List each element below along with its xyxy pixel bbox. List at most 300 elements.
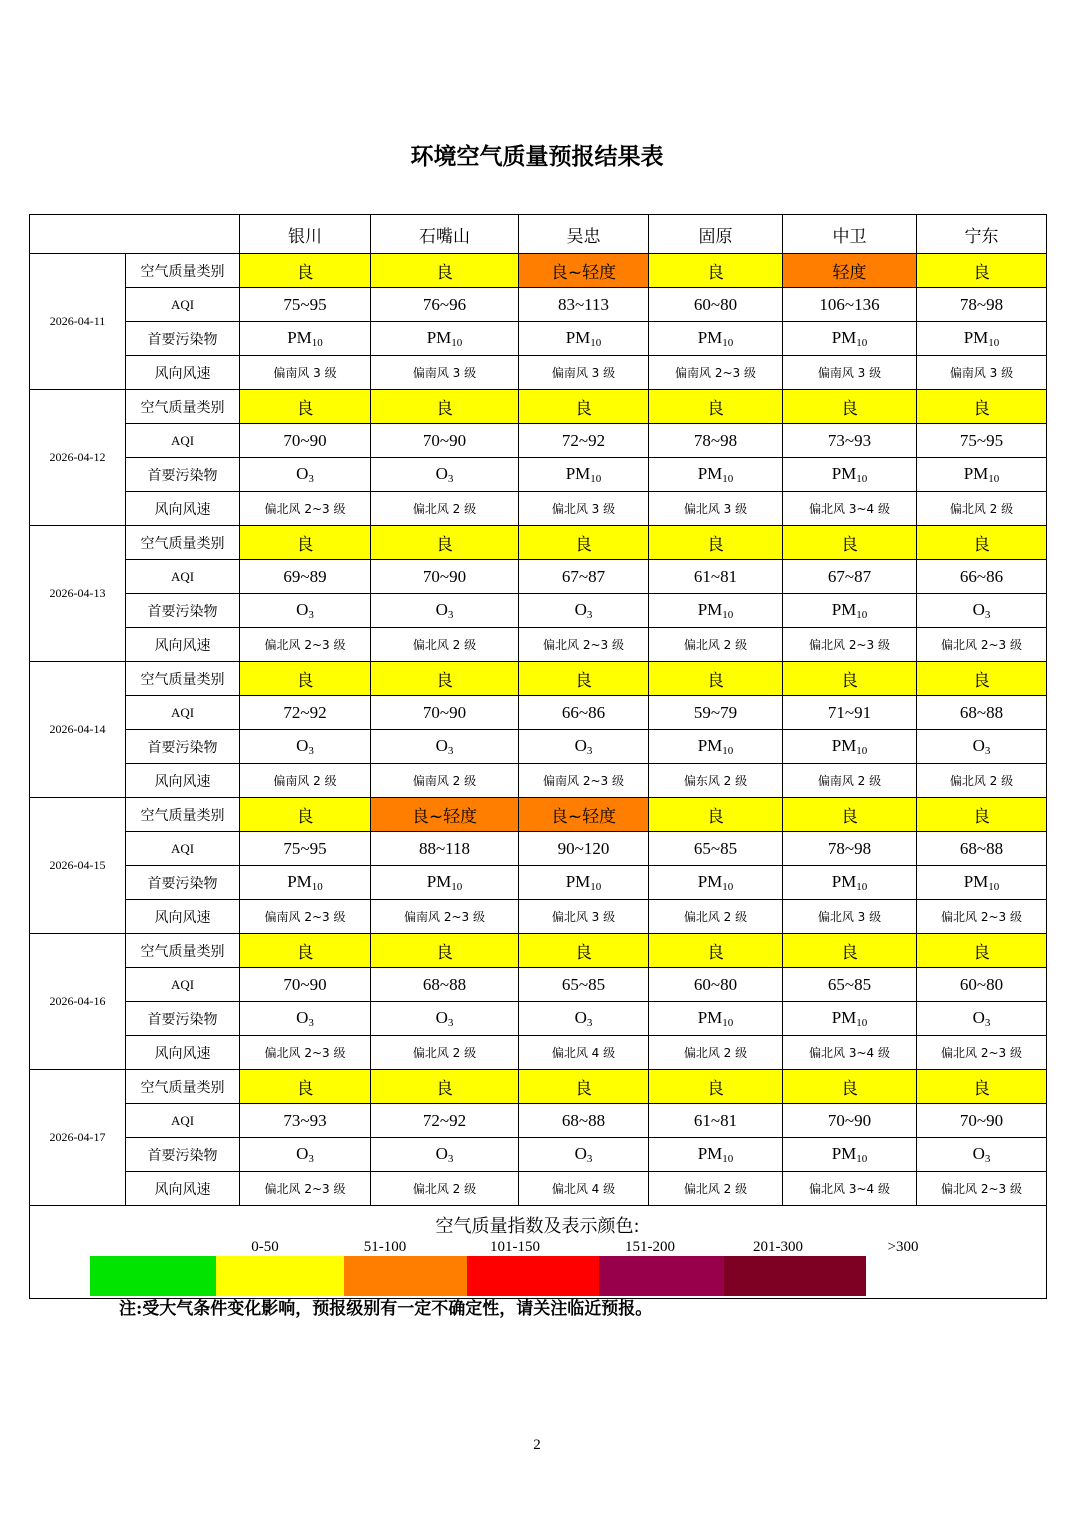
- aqi-cell: 70~90: [240, 424, 371, 458]
- aqi-row: [30, 1104, 1047, 1138]
- pollutant-symbol: PM: [831, 464, 857, 483]
- pollutant-subscript: 3: [586, 1017, 593, 1029]
- category-cell: 良: [917, 390, 1047, 424]
- pollutant-symbol: O: [296, 1008, 309, 1027]
- category-cell: 良: [519, 1070, 649, 1104]
- wind-row: [30, 764, 1047, 798]
- pollutant-symbol: PM: [831, 328, 857, 347]
- wind-cell: 偏北风 3~4 级: [783, 1036, 917, 1070]
- aqi-cell: 75~95: [240, 832, 371, 866]
- pollutant-subscript: 3: [447, 1153, 454, 1165]
- legend-row: [30, 1206, 1047, 1299]
- aqi-cell: 66~86: [917, 560, 1047, 594]
- wind-cell: 偏北风 4 级: [519, 1036, 649, 1070]
- city-header: 吴忠: [519, 215, 649, 254]
- aqi-cell: 66~86: [519, 696, 649, 730]
- legend-range-label: >300: [887, 1239, 919, 1255]
- wind-cell: 偏北风 3 级: [649, 492, 783, 526]
- pollutant-cell: [240, 458, 371, 492]
- wind-row: [30, 356, 1047, 390]
- date-cell: 2026-04-17: [30, 1070, 126, 1206]
- aqi-row: [30, 696, 1047, 730]
- wind-cell: 偏南风 3 级: [519, 356, 649, 390]
- date-cell: 2026-04-13: [30, 526, 126, 662]
- category-cell: 良: [649, 798, 783, 832]
- pollutant-subscript: 3: [984, 1153, 991, 1165]
- pollutant-cell: [371, 866, 519, 900]
- aqi-cell: 73~93: [783, 424, 917, 458]
- aqi-row: [30, 288, 1047, 322]
- legend-title: 空气质量指数及表示颜色:: [435, 1216, 640, 1237]
- pollutant-row: [30, 594, 1047, 628]
- row-label-pollutant: 首要污染物: [126, 594, 240, 628]
- aqi-cell: 61~81: [649, 560, 783, 594]
- aqi-cell: 60~80: [917, 968, 1047, 1002]
- category-cell: 良: [240, 390, 371, 424]
- pollutant-cell: [917, 866, 1047, 900]
- wind-cell: 偏北风 2 级: [371, 1036, 519, 1070]
- pollutant-subscript: 3: [308, 473, 314, 485]
- pollutant-cell: [240, 730, 371, 764]
- row-label-category: 空气质量类别: [126, 662, 240, 696]
- legend-range-label: 51-100: [363, 1239, 407, 1255]
- pollutant-cell: [240, 594, 371, 628]
- category-cell: 良: [240, 662, 371, 696]
- pollutant-symbol: PM: [697, 1008, 723, 1027]
- wind-cell: 偏北风 2 级: [371, 628, 519, 662]
- wind-cell: 偏北风 4 级: [519, 1172, 649, 1206]
- wind-cell: 偏北风 2~3 级: [240, 1036, 371, 1070]
- category-cell: 良: [371, 1070, 519, 1104]
- pollutant-row: [30, 866, 1047, 900]
- pollutant-cell: [371, 1138, 519, 1172]
- pollutant-cell: [371, 322, 519, 356]
- category-cell: 良: [783, 1070, 917, 1104]
- wind-cell: 偏北风 2~3 级: [240, 628, 371, 662]
- pollutant-cell: [783, 1138, 917, 1172]
- pollutant-subscript: 10: [722, 745, 734, 757]
- pollutant-symbol: O: [435, 464, 448, 483]
- category-cell: 良: [917, 254, 1047, 288]
- pollutant-cell: [519, 1138, 649, 1172]
- pollutant-cell: [649, 730, 783, 764]
- pollutant-symbol: O: [296, 600, 309, 619]
- pollutant-cell: [917, 1002, 1047, 1036]
- pollutant-subscript: 3: [586, 609, 593, 621]
- row-label-pollutant: 首要污染物: [126, 1138, 240, 1172]
- wind-row: [30, 628, 1047, 662]
- category-cell: 良: [519, 390, 649, 424]
- pollutant-symbol: O: [435, 1144, 448, 1163]
- wind-row: [30, 1172, 1047, 1206]
- category-cell: 良: [649, 254, 783, 288]
- city-header: 银川: [240, 215, 371, 254]
- pollutant-subscript: 10: [856, 881, 868, 893]
- legend-swatch-orange: [344, 1256, 467, 1296]
- pollutant-row: [30, 1138, 1047, 1172]
- pollutant-symbol: PM: [963, 464, 989, 483]
- row-label-category: 空气质量类别: [126, 934, 240, 968]
- aqi-cell: 69~89: [240, 560, 371, 594]
- pollutant-cell: [917, 594, 1047, 628]
- pollutant-subscript: 10: [722, 337, 734, 349]
- pollutant-symbol: PM: [426, 872, 452, 891]
- wind-cell: 偏北风 2 级: [649, 1036, 783, 1070]
- legend-range-label: 101-150: [490, 1239, 540, 1255]
- wind-row: [30, 900, 1047, 934]
- row-label-wind: 风向风速: [126, 900, 240, 934]
- pollutant-symbol: O: [435, 1008, 448, 1027]
- pollutant-cell: [917, 730, 1047, 764]
- pollutant-symbol: PM: [831, 872, 857, 891]
- wind-cell: 偏北风 2~3 级: [519, 628, 649, 662]
- pollutant-cell: [519, 458, 649, 492]
- pollutant-symbol: PM: [831, 1144, 857, 1163]
- pollutant-subscript: 10: [722, 1153, 734, 1165]
- pollutant-cell: [519, 866, 649, 900]
- pollutant-subscript: 3: [447, 473, 454, 485]
- wind-cell: 偏北风 2 级: [371, 1172, 519, 1206]
- category-row: [30, 526, 1047, 560]
- pollutant-cell: [649, 1002, 783, 1036]
- aqi-row: [30, 424, 1047, 458]
- legend-swatch-red: [467, 1256, 599, 1296]
- wind-cell: 偏北风 3~4 级: [783, 1172, 917, 1206]
- aqi-cell: 68~88: [519, 1104, 649, 1138]
- pollutant-symbol: PM: [426, 328, 452, 347]
- aqi-cell: 78~98: [649, 424, 783, 458]
- category-cell: 良: [519, 662, 649, 696]
- row-label-aqi: AQI: [126, 968, 240, 1002]
- aqi-cell: 106~136: [783, 288, 917, 322]
- aqi-cell: 70~90: [240, 968, 371, 1002]
- pollutant-subscript: 10: [988, 881, 1000, 893]
- pollutant-cell: [371, 594, 519, 628]
- row-label-aqi: AQI: [126, 288, 240, 322]
- aqi-cell: 90~120: [519, 832, 649, 866]
- aqi-cell: 73~93: [240, 1104, 371, 1138]
- pollutant-symbol: PM: [697, 600, 723, 619]
- header-row: [30, 215, 1047, 254]
- pollutant-symbol: O: [574, 736, 587, 755]
- date-cell: 2026-04-11: [30, 254, 126, 390]
- pollutant-symbol: O: [972, 1008, 985, 1027]
- forecast-body: [30, 254, 1047, 1206]
- pollutant-symbol: PM: [287, 328, 312, 347]
- pollutant-symbol: PM: [963, 328, 989, 347]
- category-cell: 良: [649, 390, 783, 424]
- category-cell: 良: [783, 662, 917, 696]
- row-label-pollutant: 首要污染物: [126, 322, 240, 356]
- date-cell: 2026-04-14: [30, 662, 126, 798]
- wind-cell: 偏南风 2~3 级: [519, 764, 649, 798]
- aqi-cell: 65~85: [519, 968, 649, 1002]
- pollutant-symbol: PM: [697, 736, 723, 755]
- pollutant-subscript: 3: [447, 745, 454, 757]
- page-number: 2: [533, 1437, 541, 1453]
- legend-range-label: 151-200: [625, 1239, 675, 1255]
- category-row: [30, 934, 1047, 968]
- wind-cell: 偏北风 2~3 级: [917, 628, 1047, 662]
- row-label-aqi: AQI: [126, 696, 240, 730]
- pollutant-subscript: 10: [856, 1153, 868, 1165]
- pollutant-subscript: 10: [856, 745, 868, 757]
- pollutant-row: [30, 730, 1047, 764]
- aqi-cell: 61~81: [649, 1104, 783, 1138]
- row-label-wind: 风向风速: [126, 492, 240, 526]
- pollutant-subscript: 3: [308, 1017, 314, 1029]
- category-cell: 良: [240, 526, 371, 560]
- wind-cell: 偏南风 3 级: [240, 356, 371, 390]
- wind-row: [30, 492, 1047, 526]
- pollutant-symbol: PM: [831, 600, 857, 619]
- pollutant-row: [30, 458, 1047, 492]
- category-cell: 良: [783, 934, 917, 968]
- row-label-wind: 风向风速: [126, 764, 240, 798]
- pollutant-symbol: O: [296, 1144, 309, 1163]
- pollutant-subscript: 10: [856, 1017, 868, 1029]
- legend-swatch-maroon: [724, 1256, 866, 1296]
- pollutant-cell: [240, 866, 371, 900]
- aqi-cell: 78~98: [917, 288, 1047, 322]
- category-cell: 良: [371, 254, 519, 288]
- forecast-note: 注:受大气条件变化影响，预报级别有一定不确定性，请关注临近预报。: [119, 1299, 653, 1319]
- pollutant-symbol: O: [972, 1144, 985, 1163]
- row-label-pollutant: 首要污染物: [126, 458, 240, 492]
- category-cell: 良: [917, 526, 1047, 560]
- pollutant-subscript: 10: [590, 881, 602, 893]
- pollutant-subscript: 10: [856, 609, 868, 621]
- pollutant-symbol: PM: [287, 872, 312, 891]
- pollutant-subscript: 10: [856, 473, 868, 485]
- page-title: 环境空气质量预报结果表: [410, 144, 664, 170]
- row-label-aqi: AQI: [126, 560, 240, 594]
- pollutant-cell: [519, 322, 649, 356]
- pollutant-subscript: 10: [722, 609, 734, 621]
- category-cell: 良: [371, 526, 519, 560]
- date-cell: 2026-04-15: [30, 798, 126, 934]
- pollutant-symbol: PM: [697, 464, 723, 483]
- aqi-cell: 75~95: [917, 424, 1047, 458]
- aqi-cell: 67~87: [519, 560, 649, 594]
- pollutant-symbol: PM: [697, 1144, 723, 1163]
- pollutant-subscript: 3: [984, 609, 991, 621]
- pollutant-subscript: 3: [984, 1017, 991, 1029]
- pollutant-cell: [240, 322, 371, 356]
- pollutant-symbol: PM: [831, 736, 857, 755]
- category-cell: 良: [519, 934, 649, 968]
- pollutant-cell: [371, 458, 519, 492]
- city-header: 宁东: [917, 215, 1047, 254]
- legend-range-label: 0-50: [251, 1239, 279, 1255]
- pollutant-subscript: 10: [451, 881, 463, 893]
- category-cell: 良: [519, 526, 649, 560]
- wind-cell: 偏南风 3 级: [783, 356, 917, 390]
- category-cell: 良: [783, 390, 917, 424]
- aqi-cell: 70~90: [371, 696, 519, 730]
- pollutant-symbol: O: [435, 736, 448, 755]
- row-label-wind: 风向风速: [126, 628, 240, 662]
- pollutant-subscript: 3: [308, 1153, 314, 1165]
- category-cell: 良: [240, 934, 371, 968]
- aqi-cell: 68~88: [917, 832, 1047, 866]
- aqi-cell: 60~80: [649, 968, 783, 1002]
- pollutant-symbol: O: [574, 1008, 587, 1027]
- wind-cell: 偏北风 2~3 级: [240, 1172, 371, 1206]
- wind-cell: 偏北风 2 级: [649, 1172, 783, 1206]
- wind-cell: 偏北风 3~4 级: [783, 492, 917, 526]
- pollutant-symbol: O: [574, 600, 587, 619]
- legend-swatch-purple: [599, 1256, 724, 1296]
- date-cell: 2026-04-16: [30, 934, 126, 1070]
- aqi-cell: 78~98: [783, 832, 917, 866]
- wind-cell: 偏南风 2~3 级: [649, 356, 783, 390]
- pollutant-symbol: PM: [831, 1008, 857, 1027]
- wind-cell: 偏北风 3 级: [519, 492, 649, 526]
- pollutant-cell: [649, 322, 783, 356]
- row-label-pollutant: 首要污染物: [126, 866, 240, 900]
- header-corner: [30, 215, 240, 254]
- pollutant-subscript: 10: [856, 337, 868, 349]
- category-cell: 良: [649, 1070, 783, 1104]
- pollutant-cell: [649, 594, 783, 628]
- wind-cell: 偏北风 2~3 级: [783, 628, 917, 662]
- pollutant-subscript: 10: [451, 337, 463, 349]
- category-cell: 良~轻度: [371, 798, 519, 832]
- pollutant-symbol: PM: [565, 328, 591, 347]
- category-cell: 良: [649, 526, 783, 560]
- pollutant-subscript: 10: [722, 1017, 734, 1029]
- pollutant-symbol: O: [296, 464, 309, 483]
- pollutant-symbol: PM: [697, 872, 723, 891]
- category-cell: 良: [240, 1070, 371, 1104]
- wind-cell: 偏南风 2 级: [371, 764, 519, 798]
- pollutant-cell: [917, 458, 1047, 492]
- row-label-pollutant: 首要污染物: [126, 730, 240, 764]
- row-label-category: 空气质量类别: [126, 254, 240, 288]
- city-header: 固原: [649, 215, 783, 254]
- wind-cell: 偏北风 3 级: [783, 900, 917, 934]
- pollutant-cell: [917, 1138, 1047, 1172]
- category-cell: 良: [917, 934, 1047, 968]
- row-label-category: 空气质量类别: [126, 798, 240, 832]
- pollutant-cell: [917, 322, 1047, 356]
- aqi-row: [30, 968, 1047, 1002]
- pollutant-cell: [783, 594, 917, 628]
- wind-cell: 偏北风 2~3 级: [240, 492, 371, 526]
- pollutant-cell: [519, 1002, 649, 1036]
- aqi-cell: 71~91: [783, 696, 917, 730]
- pollutant-cell: [649, 1138, 783, 1172]
- aqi-cell: 70~90: [917, 1104, 1047, 1138]
- row-label-category: 空气质量类别: [126, 1070, 240, 1104]
- wind-cell: 偏北风 2~3 级: [917, 1036, 1047, 1070]
- category-row: [30, 1070, 1047, 1104]
- wind-cell: 偏南风 2~3 级: [371, 900, 519, 934]
- category-cell: 良: [649, 662, 783, 696]
- pollutant-subscript: 10: [311, 337, 323, 349]
- pollutant-cell: [519, 730, 649, 764]
- pollutant-subscript: 3: [308, 745, 314, 757]
- wind-cell: 偏北风 2 级: [649, 900, 783, 934]
- pollutant-cell: [783, 730, 917, 764]
- pollutant-subscript: 3: [984, 745, 991, 757]
- pollutant-subscript: 3: [586, 1153, 593, 1165]
- aqi-cell: 75~95: [240, 288, 371, 322]
- pollutant-subscript: 10: [590, 473, 602, 485]
- pollutant-cell: [783, 322, 917, 356]
- wind-cell: 偏南风 2 级: [783, 764, 917, 798]
- pollutant-row: [30, 1002, 1047, 1036]
- aqi-cell: 83~113: [519, 288, 649, 322]
- category-row: [30, 390, 1047, 424]
- category-cell: 良: [240, 254, 371, 288]
- row-label-wind: 风向风速: [126, 1036, 240, 1070]
- row-label-wind: 风向风速: [126, 356, 240, 390]
- pollutant-cell: [240, 1002, 371, 1036]
- row-label-category: 空气质量类别: [126, 390, 240, 424]
- row-label-aqi: AQI: [126, 832, 240, 866]
- pollutant-cell: [783, 1002, 917, 1036]
- wind-cell: 偏南风 3 级: [917, 356, 1047, 390]
- category-row: [30, 254, 1047, 288]
- category-cell: 良: [783, 526, 917, 560]
- row-label-category: 空气质量类别: [126, 526, 240, 560]
- pollutant-subscript: 10: [311, 881, 323, 893]
- wind-cell: 偏北风 2~3 级: [917, 1172, 1047, 1206]
- aqi-cell: 70~90: [371, 560, 519, 594]
- pollutant-subscript: 10: [988, 337, 1000, 349]
- aqi-row: [30, 832, 1047, 866]
- aqi-cell: 67~87: [783, 560, 917, 594]
- pollutant-subscript: 3: [447, 609, 454, 621]
- wind-cell: 偏北风 2 级: [649, 628, 783, 662]
- wind-cell: 偏北风 2~3 级: [917, 900, 1047, 934]
- category-cell: 良: [917, 662, 1047, 696]
- category-cell: 良: [917, 1070, 1047, 1104]
- pollutant-subscript: 10: [590, 337, 602, 349]
- legend-range-label: 201-300: [753, 1239, 803, 1255]
- aqi-cell: 72~92: [371, 1104, 519, 1138]
- pollutant-symbol: PM: [963, 872, 989, 891]
- category-cell: 良: [371, 934, 519, 968]
- row-label-pollutant: 首要污染物: [126, 1002, 240, 1036]
- wind-cell: 偏北风 3 级: [519, 900, 649, 934]
- aqi-row: [30, 560, 1047, 594]
- aqi-cell: 59~79: [649, 696, 783, 730]
- date-cell: 2026-04-12: [30, 390, 126, 526]
- row-label-aqi: AQI: [126, 424, 240, 458]
- pollutant-cell: [783, 458, 917, 492]
- pollutant-symbol: O: [296, 736, 309, 755]
- aqi-cell: 68~88: [371, 968, 519, 1002]
- aqi-cell: 70~90: [371, 424, 519, 458]
- aqi-cell: 88~118: [371, 832, 519, 866]
- wind-cell: 偏北风 2 级: [917, 492, 1047, 526]
- category-cell: 良~轻度: [519, 254, 649, 288]
- forecast-table: [29, 214, 1047, 1299]
- aqi-cell: 60~80: [649, 288, 783, 322]
- pollutant-cell: [649, 866, 783, 900]
- pollutant-subscript: 10: [988, 473, 1000, 485]
- pollutant-symbol: O: [574, 1144, 587, 1163]
- pollutant-cell: [240, 1138, 371, 1172]
- pollutant-cell: [371, 730, 519, 764]
- pollutant-cell: [649, 458, 783, 492]
- aqi-cell: 72~92: [240, 696, 371, 730]
- pollutant-row: [30, 322, 1047, 356]
- category-cell: 轻度: [783, 254, 917, 288]
